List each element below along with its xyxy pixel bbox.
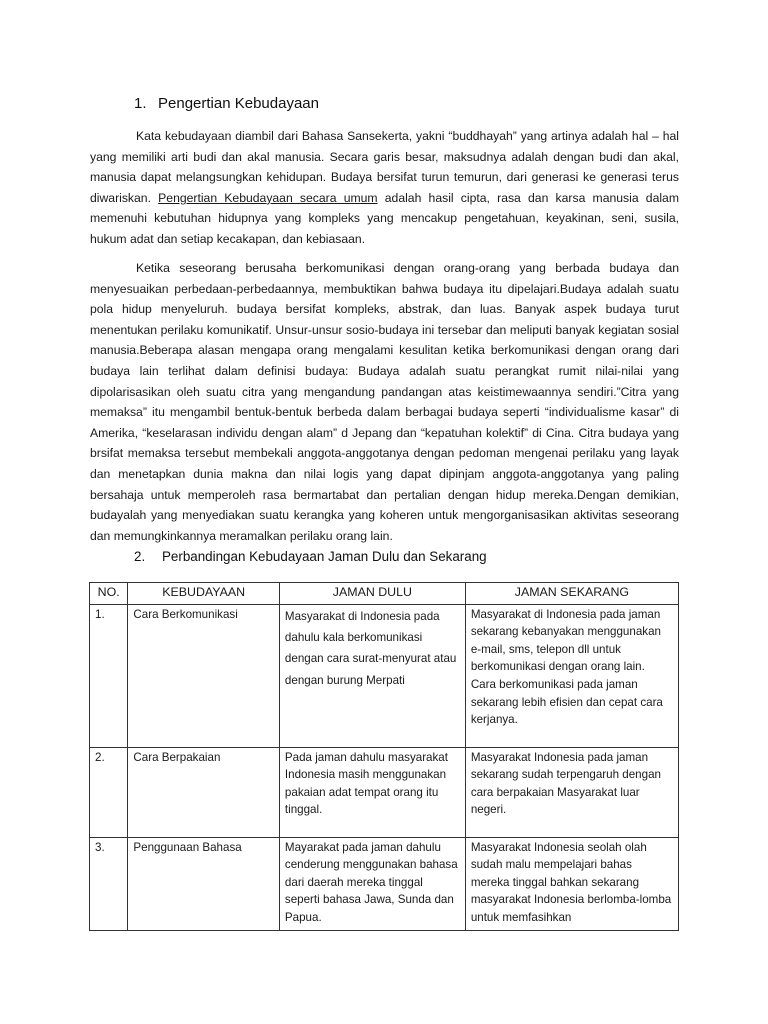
section-2-heading [134,549,487,564]
cell-no: 3. [90,837,128,930]
header-no: NO. [90,583,128,605]
cell-kebudayaan: Cara Berkomunikasi [128,604,280,747]
paragraph-1-text-a: Kata kebudayaan diambil dari Bahasa Sansekerta, yakni “buddhayah” yang artinya adalah hal – hal yang memiliki arti budi dan akal manusia. Secara garis besar, maksudnya adalah dengan budi dan akal, manusia dapat melangsungkan kehidupan. Budaya bersifat turun temurun, dari generasi ke generasi terus diwariskan. [90,129,679,205]
cell-jaman-dulu: Masyarakat di Indonesia pada dahulu kala berkomunikasi dengan cara surat-menyurat atau dengan burung Merpati [279,604,465,747]
table-row [90,604,679,747]
section-1-number: 1. [134,95,147,112]
section-2-number: 2. [134,549,146,564]
header-kebudayaan: KEBUDAYAAN [128,583,280,605]
header-jaman-dulu: JAMAN DULU [279,583,465,605]
header-jaman-sekarang: JAMAN SEKARANG [465,583,678,605]
table-row [90,837,679,930]
section-1-title: Pengertian Kebudayaan [158,95,319,112]
cell-jaman-sekarang: Masyarakat Indonesia pada jaman sekarang sudah terpengaruh dengan cara berpakaian Masyarakat luar negeri. [465,747,678,837]
cell-jaman-sekarang: Masyarakat di Indonesia pada jaman sekarang kebanyakan menggunakan e-mail, sms, telepon dll untuk berkomunikasi dengan orang lain. Cara berkomunikasi pada jaman sekarang lebih efisien dan cepat cara kerjanya. [465,604,678,747]
cell-jaman-sekarang: Masyarakat Indonesia seolah olah sudah malu mempelajari bahas mereka tinggal bahkan sekarang masyarakat Indonesia berlomba-lomba untuk memfasihkan [465,837,678,930]
paragraph-1 [90,126,679,250]
cell-kebudayaan: Penggunaan Bahasa [128,837,280,930]
section-2-title: Perbandingan Kebudayaan Jaman Dulu dan Sekarang [162,549,487,564]
cell-no: 1. [90,604,128,747]
paragraph-1-text-b: adalah hasil cipta, rasa dan karsa manusia dalam memenuhi kebutuhan hidupnya yang kompleks yang mencakup pengetahuan, keyakinan, seni, susila, hukum adat dan setiap kecakapan, dan kebiasaan. [90,190,679,246]
cell-kebudayaan: Cara Berpakaian [128,747,280,837]
table-row [90,747,679,837]
definition-link[interactable]: Pengertian Kebudayaan secara umum [158,190,378,205]
table-header-row [90,583,679,605]
cell-jaman-dulu: Pada jaman dahulu masyarakat Indonesia masih menggunakan pakaian adat tempat orang itu tinggal. [279,747,465,837]
paragraph-2: Ketika seseorang berusaha berkomunikasi dengan orang-orang yang berbada budaya dan menyesuaikan perbedaan-perbedaannya, membuktikan bahwa budaya itu dipelajari.Budaya adalah suatu pola hidup menyeluruh. budaya bersifat kompleks, abstrak, dan luas. Banyak aspek budaya turut menentukan perilaku komunikatif. Unsur-unsur sosio-budaya ini tersebar dan meliputi banyak kegiatan sosial manusia.Beberapa alasan mengapa orang mengalami kesulitan ketika berkomunikasi dengan orang dari budaya lain terlihat dalam definisi budaya: Budaya adalah suatu perangkat rumit nilai-nilai yang dipolarisasikan oleh suatu citra yang mengandung pandangan atas keistimewaannya sendiri.”Citra yang memaksa” itu mengambil bentuk-bentuk berbeda dalam berbagai budaya seperti “individualisme kasar” di Amerika, “keselarasan individu dengan alam” d Jepang dan “kepatuhan kolektif” di Cina. Citra budaya yang brsifat memaksa tersebut membekali anggota-anggotanya dengan pedoman mengenai perilaku yang layak dan menetapkan dunia makna dan nilai logis yang dapat dipinjam anggota-anggotanya yang paling bersahaja untuk memperoleh rasa bermartabat dan pertalian dengan hidup mereka.Dengan demikian, budayalah yang menyediakan suatu kerangka yang koheren untuk mengorganisasikan aktivitas seseorang dan memungkinkannya meramalkan perilaku orang lain. [90,261,679,543]
cell-no: 2. [90,747,128,837]
comparison-table [89,582,679,931]
cell-jaman-dulu: Mayarakat pada jaman dahulu cenderung menggunakan bahasa dari daerah mereka tinggal seperti bahasa Jawa, Sunda dan Papua. [279,837,465,930]
section-1-heading [134,95,319,112]
